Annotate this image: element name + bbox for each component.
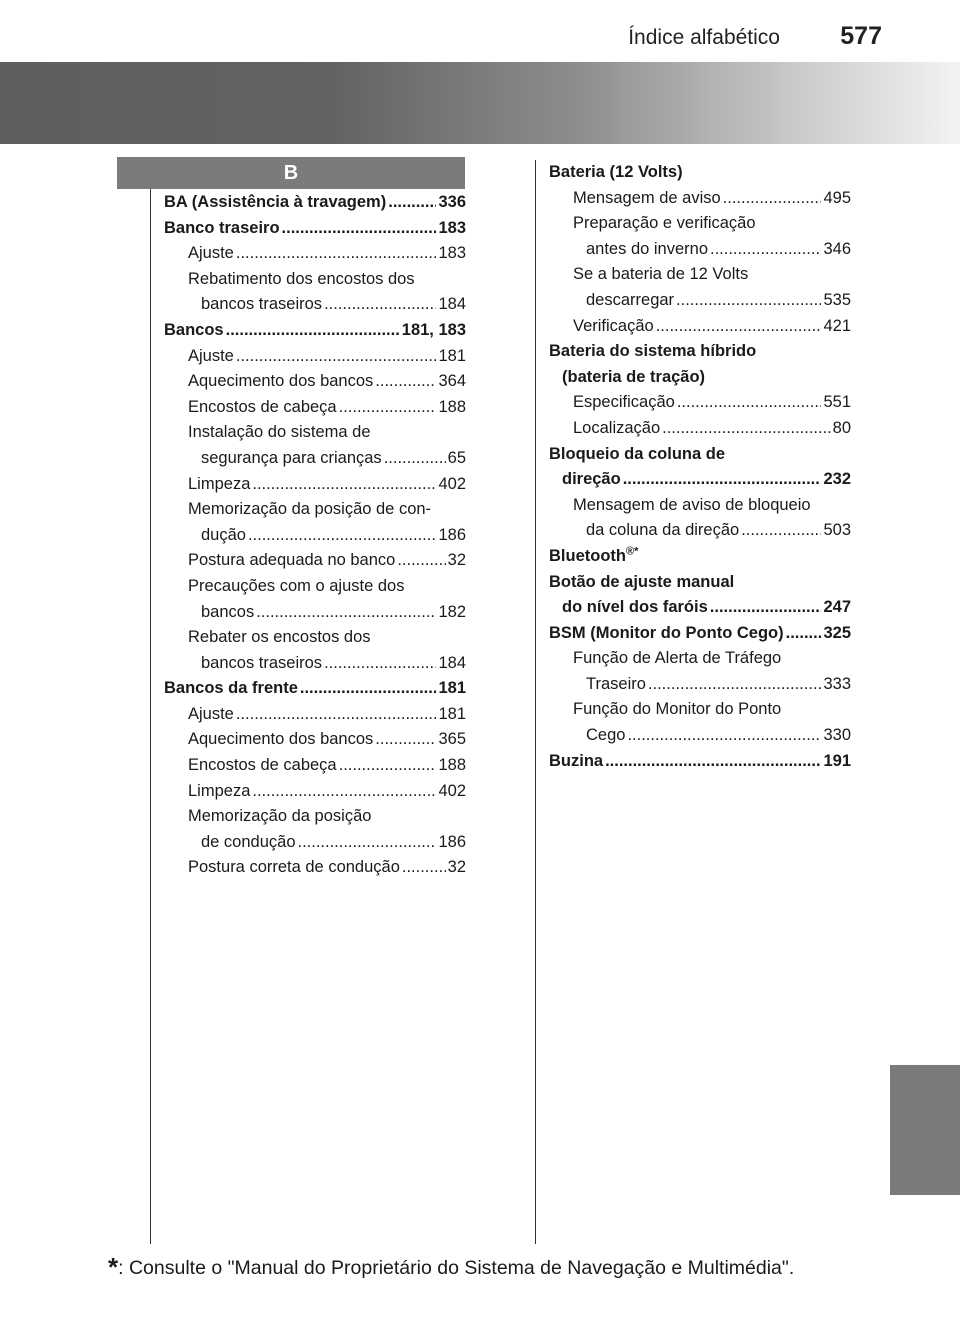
index-subentry-cont: antes do inverno ..... 346: [549, 237, 851, 263]
index-entry: BSM (Monitor do Ponto Cego) ..... 325: [549, 621, 851, 647]
index-subentry-cont: bancos ..... 182: [164, 600, 466, 626]
index-subentry-cont: de condução ..... 186: [164, 830, 466, 856]
index-subentry: Ajuste ..... 181: [164, 702, 466, 728]
index-subentry: Preparação e verificação: [573, 214, 756, 233]
index-entry: Bancos ..... 181, 183: [164, 318, 466, 344]
index-entry: Banco traseiro ..... 183: [164, 216, 466, 242]
index-subentry-cont: da coluna da direção ..... 503: [549, 518, 851, 544]
index-subentry-cont: dução ..... 186: [164, 523, 466, 549]
index-subentry: Memorização da posição: [188, 807, 372, 826]
index-entry: Buzina ..... 191: [549, 749, 851, 775]
index-subentry-cont: descarregar ..... 535: [549, 288, 851, 314]
index-subentry: Postura adequada no banco ..... 32: [164, 548, 466, 574]
index-entry-cont: (bateria de tração): [562, 367, 706, 386]
footnote: [108, 1252, 794, 1283]
footnote-star: *: [634, 545, 639, 558]
index-subentry: Localização ..... 80: [549, 416, 851, 442]
column-divider-middle: [535, 160, 536, 1244]
section-letter-header: B: [117, 157, 465, 189]
index-entry-cont: do nível dos faróis ..... 247: [549, 595, 851, 621]
index-subentry: Mensagem de aviso de bloqueio: [573, 495, 811, 514]
index-subentry: Função de Alerta de Tráfego: [573, 649, 782, 668]
index-subentry-cont: bancos traseiros ..... 184: [164, 651, 466, 677]
index-entry: Botão de ajuste manual: [549, 572, 735, 591]
index-subentry: Função do Monitor do Ponto: [573, 700, 782, 719]
index-subentry: Memorização da posição de con-: [188, 500, 432, 519]
index-subentry: Rebater os encostos dos: [188, 628, 371, 647]
page-number: 577: [840, 22, 882, 50]
footnote-text: : Consulte o "Manual do Proprietário do Sistema de Navegação e Multimédia".: [118, 1257, 795, 1279]
index-subentry: Limpeza ..... 402: [164, 779, 466, 805]
index-column-left: [164, 190, 466, 881]
index-subentry: Rebatimento dos encostos dos: [188, 269, 415, 288]
index-subentry: Precauções com o ajuste dos: [188, 576, 405, 595]
index-entry: BA (Assistência à travagem) ..... 336: [164, 190, 466, 216]
index-subentry-cont: Cego ..... 330: [549, 723, 851, 749]
index-subentry: Encostos de cabeça ..... 188: [164, 753, 466, 779]
index-entry: Bancos da frente ..... 181: [164, 676, 466, 702]
index-subentry: Limpeza ..... 402: [164, 472, 466, 498]
column-divider-left: [150, 189, 151, 1244]
index-entry-cont: direção ..... 232: [549, 467, 851, 493]
index-subentry-cont: segurança para crianças ..... 65: [164, 446, 466, 472]
index-subentry: Ajuste ..... 183: [164, 241, 466, 267]
index-column-right: [549, 160, 851, 774]
header-gradient-bar: [0, 62, 960, 144]
index-subentry: Especificação ..... 551: [549, 390, 851, 416]
index-entry: [549, 544, 851, 570]
index-entry: Bateria do sistema híbrido: [549, 342, 757, 361]
index-subentry: Aquecimento dos bancos ..... 364: [164, 369, 466, 395]
index-entry: Bateria (12 Volts): [549, 163, 683, 181]
index-subentry-cont: bancos traseiros ..... 184: [164, 292, 466, 318]
index-subentry: Verificação ..... 421: [549, 314, 851, 340]
index-subentry-cont: Traseiro ..... 333: [549, 672, 851, 698]
bluetooth-label: Bluetooth: [549, 546, 626, 565]
index-subentry: Mensagem de aviso ..... 495: [549, 186, 851, 212]
chapter-side-tab: [890, 1065, 960, 1195]
index-subentry: Aquecimento dos bancos ..... 365: [164, 727, 466, 753]
page-header-title: Índice alfabético: [628, 26, 780, 49]
index-entry: Bloqueio da coluna de: [549, 444, 726, 463]
footnote-star: *: [108, 1252, 119, 1282]
index-subentry: Instalação do sistema de: [188, 423, 371, 442]
index-subentry: Encostos de cabeça ..... 188: [164, 395, 466, 421]
index-subentry: Ajuste ..... 181: [164, 344, 466, 370]
registered-mark: ®: [625, 545, 635, 558]
index-subentry: Se a bateria de 12 Volts: [573, 265, 749, 284]
index-subentry: Postura correta de condução ..... 32: [164, 855, 466, 881]
